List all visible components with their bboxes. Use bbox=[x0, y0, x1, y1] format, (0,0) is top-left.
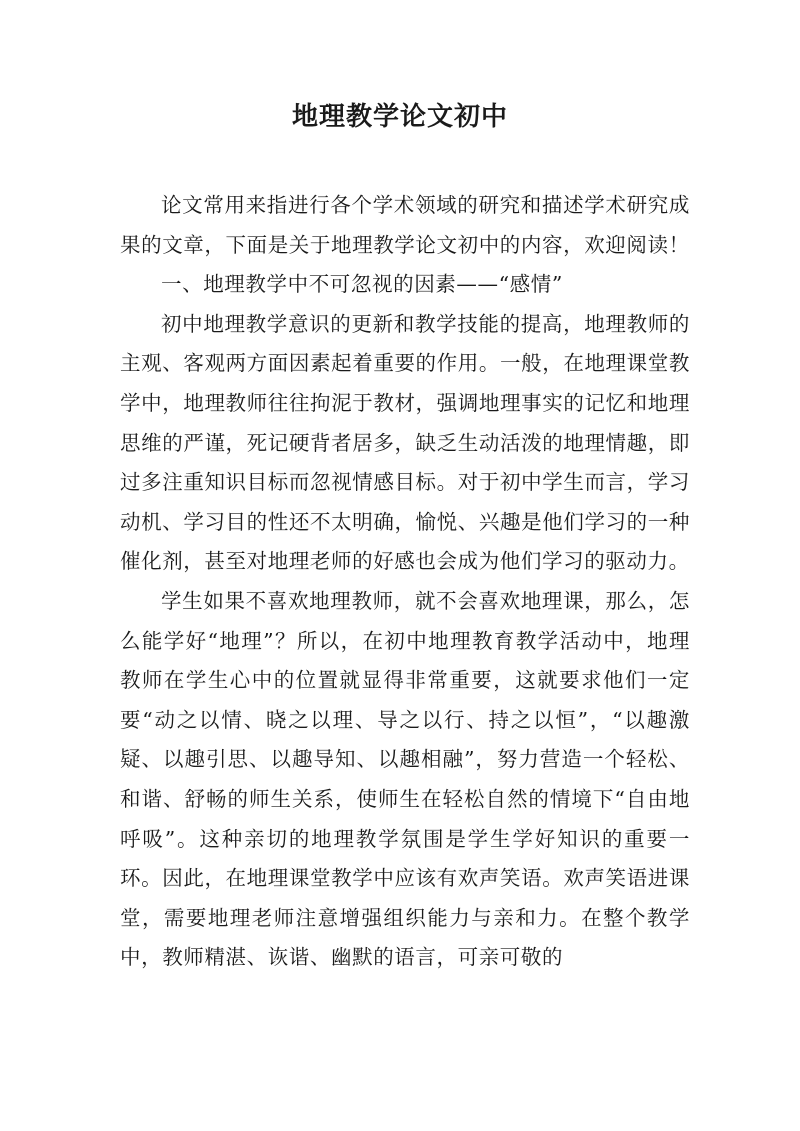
document-body bbox=[120, 186, 690, 978]
section-heading-1: 一、地理教学中不可忽视的因素——“感情” bbox=[161, 272, 563, 297]
paragraph-intro: 论文常用来指进行各个学术领域的研究和描述学术研究成果的文章，下面是关于地理教学论文初中的内容，欢迎阅读！ bbox=[120, 193, 690, 257]
paragraph-2: 学生如果不喜欢地理教师，就不会喜欢地理课，那么，怎么能学好“地理”？所以，在初中地理教育教学活动中，地理教师在学生心中的位置就显得非常重要，这就要求他们一定要“动之以情、晓之以理、导之以行、持之以恒”，“以趣激疑、以趣引思、以趣导知、以趣相融”，努力营造一个轻松、和谐、舒畅的师生关系，使师生在轻松自然的情境下“自由地呼吸”。这种亲切的地理教学氛围是学生学好知识的重要一环。因此，在地理课堂教学中应该有欢声笑语。欢声笑语进课堂，需要地理老师注意增强组织能力与亲和力。在整个教学中，教师精湛、诙谐、幽默的语言，可亲可敬的 bbox=[120, 588, 690, 970]
document-title: 地理教学论文初中 bbox=[291, 102, 508, 132]
paragraph-1: 初中地理教学意识的更新和教学技能的提高，地理教师的主观、客观两方面因素起着重要的作用。一般，在地理课堂教学中，地理教师往往拘泥于教材，强调地理事实的记忆和地理思维的严谨，死记硬背者居多，缺乏生动活泼的地理情趣，即过多注重知识目标而忽视情感目标。对于初中学生而言，学习动机、学习目的性还不太明确，愉悦、兴趣是他们学习的一种催化剂，甚至对地理老师的好感也会成为他们学习的驱动力。 bbox=[120, 311, 690, 574]
